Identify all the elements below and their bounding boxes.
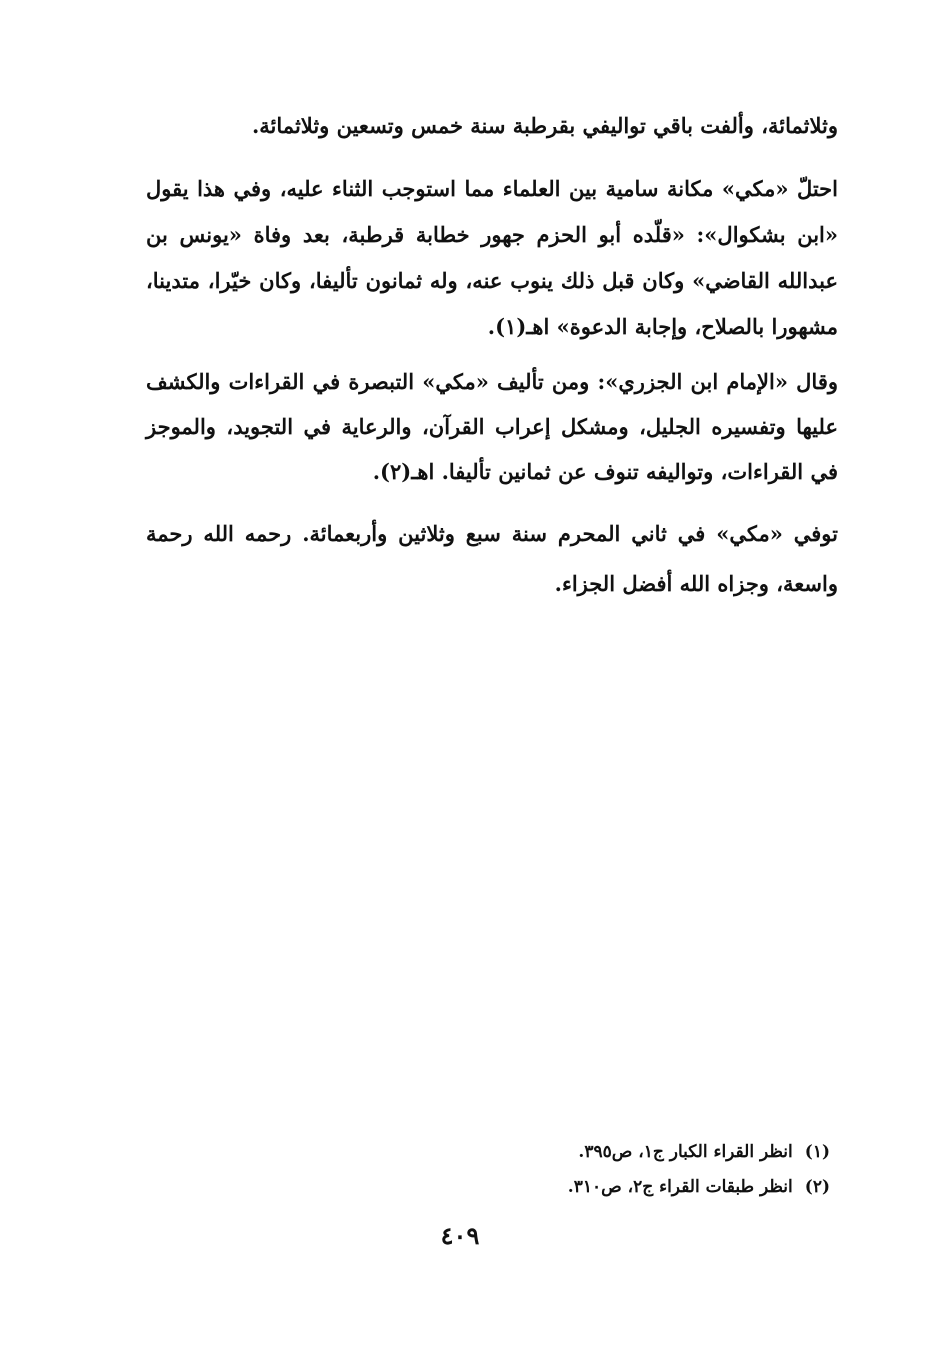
footnote-2-number: (٢) — [804, 1177, 830, 1197]
footnote-1 — [420, 1135, 830, 1170]
footnote-2 — [420, 1170, 830, 1205]
footnote-1-text: انظر القراء الكبار ج١، ص٣٩٥. — [578, 1142, 793, 1162]
footnote-1-number: (١) — [804, 1142, 830, 1162]
footnote-2-text: انظر طبقات القراء ج٢، ص٣١٠. — [567, 1177, 793, 1197]
footnotes — [420, 1135, 830, 1205]
paragraph-1: وثلاثمائة، وألفت باقي تواليفي بقرطبة سنة خمس وتسعين وثلاثمائة. — [251, 113, 838, 138]
paragraph-2: احتلّ «مكي» مكانة سامية بين العلماء مما استوجب الثناء عليه، وفي هذا يقول «ابن بشكوال»: «قلّده أبو الحزم جهور خطابة قرطبة، بعد وفاة «يونس بن عبدالله القاضي» وكان قبل ذلك ينوب عنه، وله ثمانون تأليفا، وكان خيّرا، متدينا، مشهورا بالصلاح، وإجابة الدعوة» اهـ(١). — [146, 176, 838, 339]
page-number: ٤٠٩ — [440, 1221, 480, 1250]
paragraph-4: توفي «مكي» في ثاني المحرم سنة سبع وثلاثين وأربعمائة. رحمه الله رحمة واسعة، وجزاه الله أفضل الجزاء. — [146, 521, 838, 596]
paragraph-3: وقال «الإمام ابن الجزري»: ومن تأليف «مكي» التبصرة في القراءات والكشف عليها وتفسيره الجليل، ومشكل إعراب القرآن، والرعاية في التجويد، والموجز في القراءات، وتواليفه تنوف عن ثمانين تأليفا. اهـ(٢). — [146, 369, 838, 484]
